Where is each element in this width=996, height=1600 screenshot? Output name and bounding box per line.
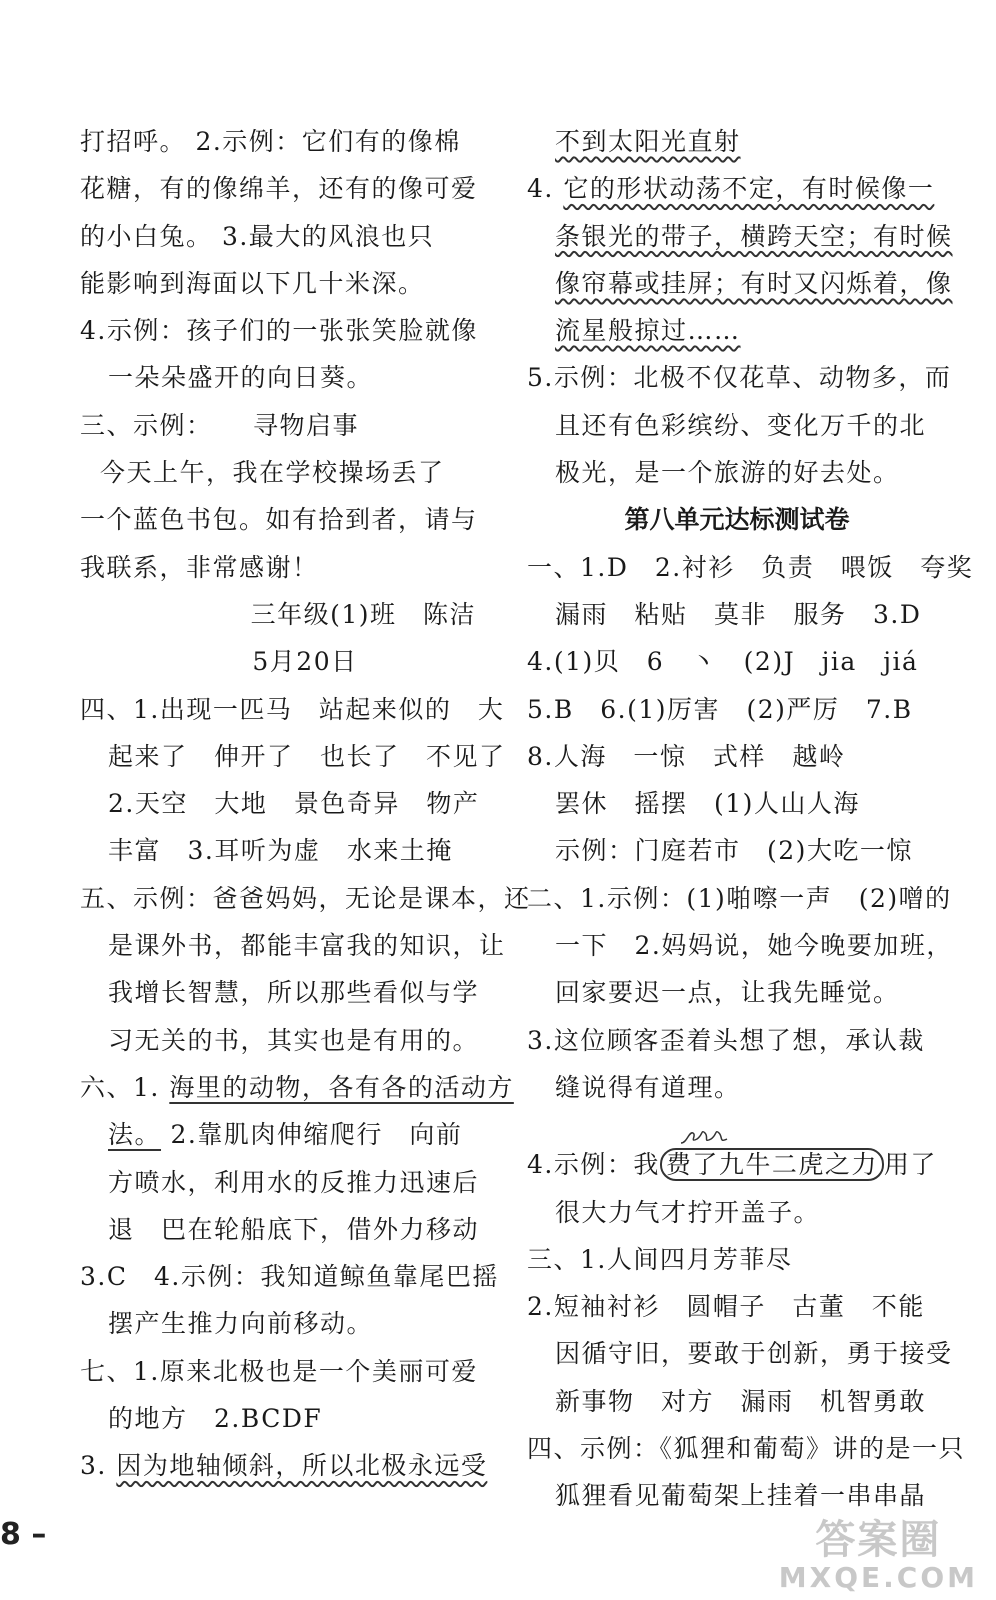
text-line: 新事物 对方 漏雨 机智勇敢 bbox=[555, 1386, 927, 1416]
text-line: 示例：门庭若市 (2)大吃一惊 bbox=[555, 836, 913, 866]
text-line bbox=[80, 1064, 514, 1111]
text-line: 三、1.人间四月芳菲尽 bbox=[527, 1244, 793, 1274]
text-line: 2.短袖衬衫 圆帽子 古董 不能 bbox=[527, 1292, 925, 1322]
watermark-logo-text: 答案圈 bbox=[815, 1517, 942, 1563]
wavy-underlined-answer: 流星般掠过…… bbox=[555, 316, 741, 346]
text-line: 5.示例：北极不仅花草、动物多，而 bbox=[527, 363, 952, 393]
section-title: 第八单元达标测试卷 bbox=[624, 505, 850, 535]
signature-line: 三年级(1)班 陈洁 bbox=[250, 599, 476, 629]
text-line: 退 巴在轮船底下，借外力移动 bbox=[108, 1214, 480, 1244]
text-line: 的地方 2.BCDF bbox=[108, 1404, 323, 1434]
text-line bbox=[527, 118, 947, 165]
text-line: 漏雨 粘贴 莫非 服务 3.D bbox=[555, 599, 922, 629]
text-line: 3.这位顾客歪着头想了想，承认裁 bbox=[527, 1025, 925, 1055]
text-line bbox=[527, 213, 953, 260]
text-line: 丰富 3.耳听为虚 水来土掩 bbox=[108, 836, 453, 866]
text-line bbox=[527, 260, 953, 307]
text-line: 罢休 摇摆 (1)人山人海 bbox=[555, 789, 860, 819]
text-line: 极光，是一个旅游的好去处。 bbox=[555, 458, 900, 488]
text-line: 四、1.出现一匹马 站起来似的 大 bbox=[80, 694, 505, 724]
text-line: 起来了 伸开了 也长了 不见了 bbox=[108, 741, 506, 771]
text-line: 是课外书，都能丰富我的知识，让 bbox=[108, 931, 506, 961]
text: 2.靠肌肉伸缩爬行 向前 bbox=[161, 1120, 463, 1150]
text-line: 因循守旧，要敢于创新，勇于接受 bbox=[555, 1339, 953, 1369]
prefix: 3. bbox=[80, 1451, 117, 1481]
text: 用了 bbox=[883, 1150, 937, 1180]
text-line: 狐狸看见葡萄架上挂着一串串晶 bbox=[555, 1481, 927, 1511]
text-line bbox=[527, 307, 947, 354]
wavy-underlined-answer: 不到太阳光直射 bbox=[555, 127, 741, 156]
loop-mark-icon bbox=[679, 1127, 729, 1147]
text-line: 五、示例：爸爸妈妈，无论是课本，还 bbox=[80, 883, 531, 913]
prefix: 六、1. bbox=[80, 1072, 170, 1102]
text-line: 打招呼。 2.示例：它们有的像棉 bbox=[80, 127, 461, 156]
text-line: 摆产生推力向前移动。 bbox=[108, 1309, 374, 1339]
text-line: 三、示例： 寻物启事 bbox=[80, 410, 360, 440]
text-line: 5.B 6.(1)厉害 (2)严厉 7.B bbox=[527, 694, 913, 724]
text-line: 能影响到海面以下几十米深。 bbox=[80, 268, 425, 298]
prefix: 4. bbox=[527, 174, 564, 204]
text-line: 3.C 4.示例：我知道鲸鱼靠尾巴摇 bbox=[80, 1262, 499, 1292]
text-line bbox=[80, 1442, 490, 1489]
prefix: 4.示例：我 bbox=[527, 1150, 660, 1180]
text-line: 2.天空 大地 景色奇异 物产 bbox=[108, 789, 480, 819]
wavy-underlined-answer: 像帘幕或挂屏；有时又闪烁着，像 bbox=[555, 268, 953, 298]
text-line: 方喷水，利用水的反推力迅速后 bbox=[108, 1167, 480, 1197]
text-line: 花糖，有的像绵羊，还有的像可爱 bbox=[80, 174, 478, 204]
text-line: 的小白兔。 3.最大的风浪也只 bbox=[80, 221, 435, 251]
text-line: 一个蓝色书包。如有拾到者，请与 bbox=[80, 505, 478, 535]
text-line bbox=[527, 1141, 947, 1188]
text-line: 且还有色彩缤纷、变化万千的北 bbox=[555, 410, 927, 440]
wavy-underlined-answer: 因为地轴倾斜，所以北极永远受 bbox=[116, 1451, 488, 1481]
text-line bbox=[80, 1111, 490, 1158]
text-line: 8.人海 一惊 式样 越岭 bbox=[527, 741, 846, 771]
wavy-underlined-answer: 条银光的带子，横跨天空；有时候 bbox=[555, 221, 953, 251]
text-line: 一、1.D 2.衬衫 负责 喂饭 夸奖 bbox=[527, 552, 974, 582]
date-line: 5月20日 bbox=[252, 647, 358, 677]
text-line: 很大力气才拧开盖子。 bbox=[555, 1197, 821, 1227]
text-line: 习无关的书，其实也是有用的。 bbox=[108, 1025, 480, 1055]
text-line: 我联系，非常感谢！ bbox=[80, 552, 319, 582]
text-line: 4.示例：孩子们的一张张笑脸就像 bbox=[80, 316, 478, 346]
page-number: 8 – bbox=[0, 1517, 47, 1552]
watermark-url: MXQE.COM bbox=[778, 1561, 978, 1594]
right-column bbox=[527, 118, 974, 1520]
circled-phrase: 费了九牛二虎之力 bbox=[660, 1148, 884, 1181]
left-column bbox=[80, 118, 531, 1490]
underlined-answer: 法。 bbox=[108, 1120, 162, 1150]
text-line: 今天上午，我在学校操场丢了 bbox=[100, 458, 445, 488]
watermark bbox=[779, 1508, 978, 1594]
text-line: 回家要迟一点，让我先睡觉。 bbox=[555, 978, 900, 1008]
text-line: 二、1.示例：(1)啪嚓一声 (2)噌的 bbox=[527, 883, 952, 913]
text-line: 四、示例：《狐狸和葡萄》讲的是一只 bbox=[527, 1434, 966, 1464]
wavy-underlined-answer: 它的形状动荡不定，有时候像一 bbox=[563, 174, 935, 204]
underlined-answer: 海里的动物，各有各的活动方 bbox=[169, 1072, 514, 1102]
text-line bbox=[527, 165, 947, 212]
text-line: 一下 2.妈妈说，她今晚要加班， bbox=[555, 931, 953, 961]
text-line: 一朵朵盛开的向日葵。 bbox=[108, 363, 374, 393]
text-line: 七、1.原来北极也是一个美丽可爱 bbox=[80, 1356, 478, 1386]
text-line: 我增长智慧，所以那些看似与学 bbox=[108, 978, 480, 1008]
text-line: 4.(1)贝 6 丶 (2)J jia jiá bbox=[527, 647, 919, 677]
text-line: 缝说得有道理。 bbox=[555, 1072, 741, 1102]
spacer bbox=[527, 1111, 947, 1141]
